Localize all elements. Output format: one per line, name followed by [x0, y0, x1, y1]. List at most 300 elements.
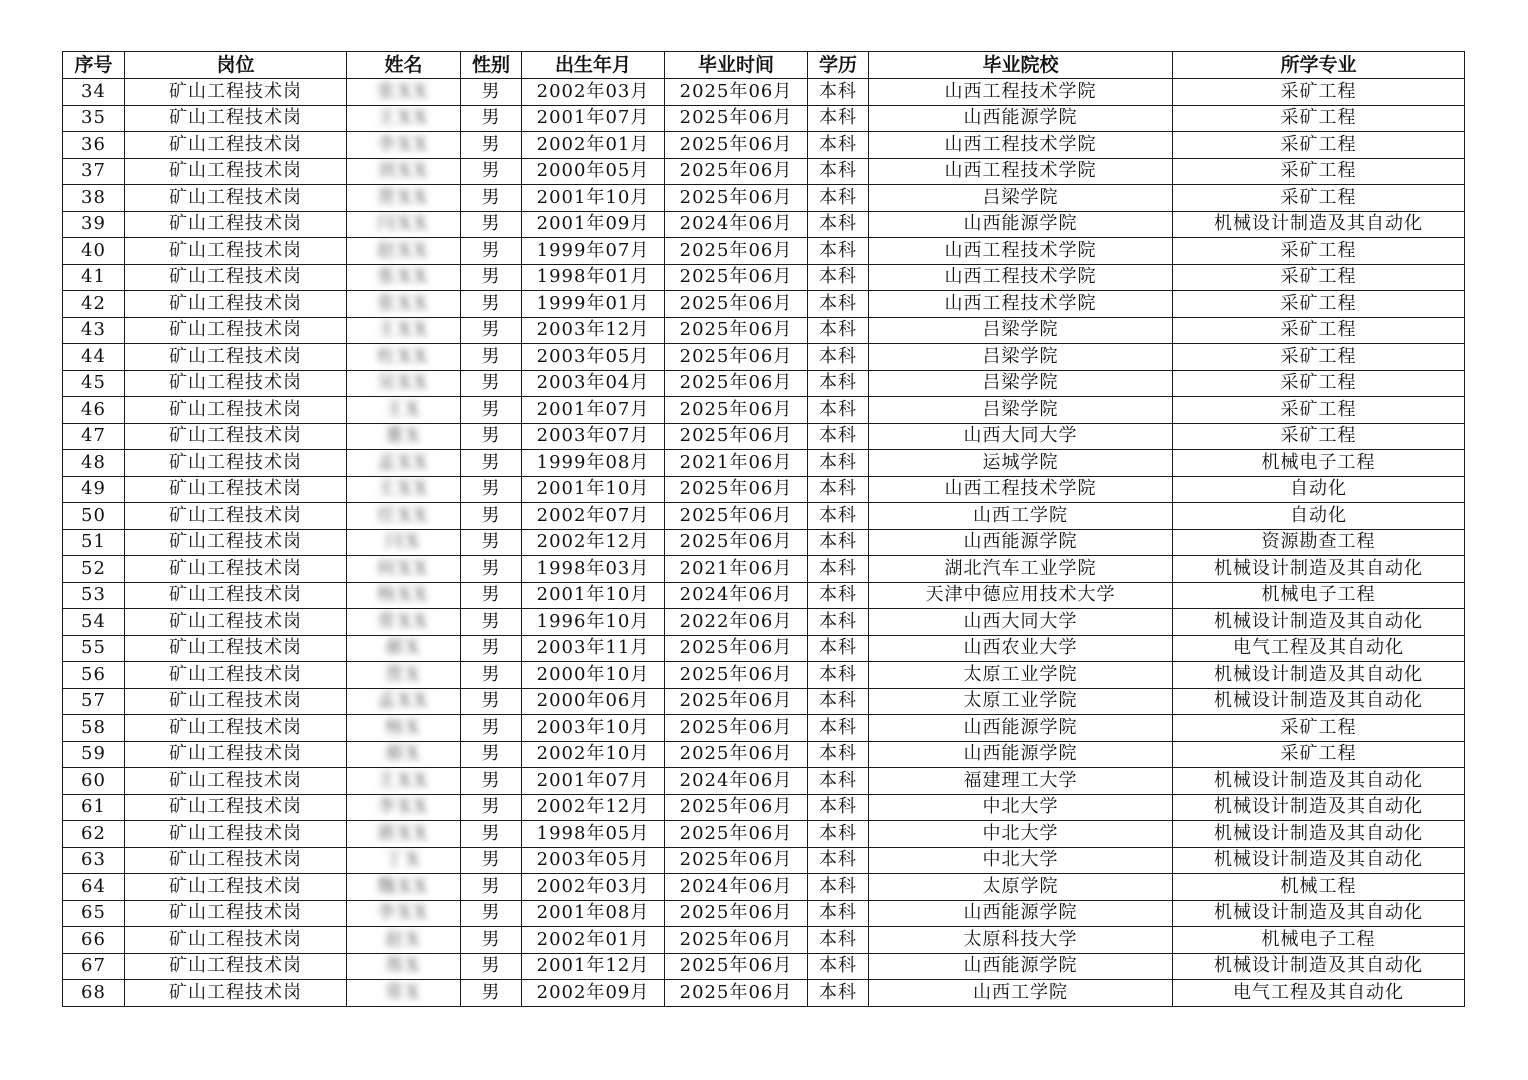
cell-name — [347, 768, 461, 795]
cell-major: 采矿工程 — [1173, 291, 1465, 318]
cell-graduation: 2025年06月 — [665, 688, 808, 715]
cell-school: 山西农业大学 — [869, 635, 1173, 662]
cell-graduation: 2025年06月 — [665, 317, 808, 344]
cell-birth: 2002年12月 — [522, 794, 665, 821]
cell-post: 矿山工程技术岗 — [125, 635, 347, 662]
table-row — [63, 635, 1465, 662]
cell-graduation: 2025年06月 — [665, 264, 808, 291]
table-row — [63, 874, 1465, 901]
cell-education: 本科 — [808, 688, 869, 715]
blurred-name: 郭XX — [377, 822, 430, 844]
cell-birth: 2003年04月 — [522, 370, 665, 397]
cell-graduation: 2025年06月 — [665, 741, 808, 768]
blurred-name: 杜XX — [377, 345, 430, 367]
cell-name — [347, 556, 461, 583]
cell-school: 中北大学 — [869, 794, 1173, 821]
cell-major: 电气工程及其自动化 — [1173, 635, 1465, 662]
cell-post: 矿山工程技术岗 — [125, 344, 347, 371]
cell-name — [347, 344, 461, 371]
cell-graduation: 2025年06月 — [665, 291, 808, 318]
cell-school: 吕梁学院 — [869, 185, 1173, 212]
table-row — [63, 211, 1465, 238]
cell-name — [347, 79, 461, 106]
cell-education: 本科 — [808, 715, 869, 742]
cell-major: 采矿工程 — [1173, 105, 1465, 132]
cell-education: 本科 — [808, 450, 869, 477]
cell-major: 机械设计制造及其自动化 — [1173, 847, 1465, 874]
table-row — [63, 715, 1465, 742]
cell-birth: 2001年08月 — [522, 900, 665, 927]
cell-graduation: 2025年06月 — [665, 79, 808, 106]
table-row — [63, 397, 1465, 424]
blurred-name: 何XX — [377, 557, 430, 579]
cell-name — [347, 450, 461, 477]
cell-no: 42 — [63, 291, 125, 318]
blurred-name: 闫XX — [377, 213, 430, 235]
blurred-name: 张XX — [377, 266, 430, 288]
cell-education: 本科 — [808, 768, 869, 795]
cell-education: 本科 — [808, 741, 869, 768]
cell-education: 本科 — [808, 927, 869, 954]
cell-name — [347, 211, 461, 238]
cell-post: 矿山工程技术岗 — [125, 529, 347, 556]
blurred-name: 张XX — [377, 292, 430, 314]
cell-major: 采矿工程 — [1173, 79, 1465, 106]
table-row — [63, 450, 1465, 477]
cell-post: 矿山工程技术岗 — [125, 503, 347, 530]
cell-gender: 男 — [461, 847, 522, 874]
cell-post: 矿山工程技术岗 — [125, 291, 347, 318]
cell-gender: 男 — [461, 370, 522, 397]
cell-education: 本科 — [808, 238, 869, 265]
cell-major: 机械设计制造及其自动化 — [1173, 953, 1465, 980]
cell-graduation: 2025年06月 — [665, 476, 808, 503]
cell-school: 山西工程技术学院 — [869, 132, 1173, 159]
cell-major: 机械设计制造及其自动化 — [1173, 609, 1465, 636]
cell-education: 本科 — [808, 132, 869, 159]
cell-birth: 2002年09月 — [522, 980, 665, 1007]
cell-post: 矿山工程技术岗 — [125, 556, 347, 583]
col-header-graduation: 毕业时间 — [665, 52, 808, 79]
cell-no: 52 — [63, 556, 125, 583]
cell-major: 采矿工程 — [1173, 423, 1465, 450]
cell-school: 吕梁学院 — [869, 317, 1173, 344]
cell-graduation: 2025年06月 — [665, 158, 808, 185]
table-row — [63, 105, 1465, 132]
blurred-name: 孟XX — [377, 451, 430, 473]
cell-post: 矿山工程技术岗 — [125, 715, 347, 742]
cell-gender: 男 — [461, 132, 522, 159]
cell-gender: 男 — [461, 476, 522, 503]
cell-graduation: 2022年06月 — [665, 609, 808, 636]
cell-name — [347, 105, 461, 132]
cell-post: 矿山工程技术岗 — [125, 211, 347, 238]
cell-gender: 男 — [461, 582, 522, 609]
cell-birth: 1998年03月 — [522, 556, 665, 583]
blurred-name: 杨X — [385, 716, 422, 738]
cell-birth: 2000年10月 — [522, 662, 665, 689]
table-row — [63, 238, 1465, 265]
cell-birth: 2000年06月 — [522, 688, 665, 715]
cell-school: 山西能源学院 — [869, 529, 1173, 556]
blurred-name: 郝X — [385, 637, 422, 659]
cell-school: 运城学院 — [869, 450, 1173, 477]
cell-gender: 男 — [461, 529, 522, 556]
cell-no: 56 — [63, 662, 125, 689]
cell-post: 矿山工程技术岗 — [125, 980, 347, 1007]
cell-post: 矿山工程技术岗 — [125, 370, 347, 397]
cell-name — [347, 980, 461, 1007]
cell-school: 山西工学院 — [869, 503, 1173, 530]
cell-post: 矿山工程技术岗 — [125, 821, 347, 848]
cell-school: 山西能源学院 — [869, 211, 1173, 238]
table-row — [63, 953, 1465, 980]
cell-post: 矿山工程技术岗 — [125, 397, 347, 424]
table-row — [63, 582, 1465, 609]
table-row — [63, 688, 1465, 715]
cell-school: 山西能源学院 — [869, 953, 1173, 980]
cell-major: 机械设计制造及其自动化 — [1173, 768, 1465, 795]
col-header-birth: 出生年月 — [522, 52, 665, 79]
cell-major: 采矿工程 — [1173, 317, 1465, 344]
cell-birth: 2002年03月 — [522, 874, 665, 901]
cell-no: 61 — [63, 794, 125, 821]
cell-school: 山西工程技术学院 — [869, 291, 1173, 318]
cell-gender: 男 — [461, 105, 522, 132]
cell-major: 机械电子工程 — [1173, 582, 1465, 609]
blurred-name: 常XX — [377, 610, 430, 632]
cell-gender: 男 — [461, 291, 522, 318]
cell-post: 矿山工程技术岗 — [125, 79, 347, 106]
cell-birth: 2001年07月 — [522, 397, 665, 424]
table-row — [63, 344, 1465, 371]
table-row — [63, 847, 1465, 874]
cell-major: 采矿工程 — [1173, 397, 1465, 424]
cell-graduation: 2025年06月 — [665, 370, 808, 397]
cell-graduation: 2025年06月 — [665, 662, 808, 689]
cell-gender: 男 — [461, 211, 522, 238]
cell-major: 采矿工程 — [1173, 132, 1465, 159]
cell-name — [347, 291, 461, 318]
cell-birth: 2003年05月 — [522, 847, 665, 874]
cell-post: 矿山工程技术岗 — [125, 264, 347, 291]
cell-post: 矿山工程技术岗 — [125, 185, 347, 212]
table-row — [63, 609, 1465, 636]
cell-school: 山西工程技术学院 — [869, 79, 1173, 106]
blurred-name: 孟XX — [377, 690, 430, 712]
cell-graduation: 2024年06月 — [665, 211, 808, 238]
cell-graduation: 2025年06月 — [665, 344, 808, 371]
cell-birth: 1999年07月 — [522, 238, 665, 265]
cell-post: 矿山工程技术岗 — [125, 132, 347, 159]
cell-school: 山西工程技术学院 — [869, 158, 1173, 185]
cell-gender: 男 — [461, 715, 522, 742]
cell-gender: 男 — [461, 264, 522, 291]
cell-school: 山西大同大学 — [869, 423, 1173, 450]
cell-no: 64 — [63, 874, 125, 901]
cell-birth: 1998年05月 — [522, 821, 665, 848]
cell-no: 54 — [63, 609, 125, 636]
cell-graduation: 2025年06月 — [665, 847, 808, 874]
cell-no: 50 — [63, 503, 125, 530]
cell-no: 62 — [63, 821, 125, 848]
cell-education: 本科 — [808, 185, 869, 212]
cell-school: 天津中德应用技术大学 — [869, 582, 1173, 609]
cell-major: 机械设计制造及其自动化 — [1173, 211, 1465, 238]
blurred-name: 任XX — [377, 504, 430, 526]
blurred-name: 王XX — [377, 769, 430, 791]
cell-no: 37 — [63, 158, 125, 185]
cell-major: 采矿工程 — [1173, 741, 1465, 768]
cell-post: 矿山工程技术岗 — [125, 874, 347, 901]
cell-education: 本科 — [808, 370, 869, 397]
cell-name — [347, 423, 461, 450]
cell-name — [347, 794, 461, 821]
cell-education: 本科 — [808, 794, 869, 821]
cell-gender: 男 — [461, 79, 522, 106]
blurred-name: 张XX — [377, 80, 430, 102]
blurred-name: 董X — [385, 425, 422, 447]
cell-school: 山西工程技术学院 — [869, 238, 1173, 265]
cell-birth: 2002年03月 — [522, 79, 665, 106]
cell-school: 太原学院 — [869, 874, 1173, 901]
blurred-name: 刘XX — [377, 160, 430, 182]
cell-education: 本科 — [808, 79, 869, 106]
cell-graduation: 2025年06月 — [665, 185, 808, 212]
blurred-name: 王XX — [377, 478, 430, 500]
cell-post: 矿山工程技术岗 — [125, 238, 347, 265]
cell-no: 34 — [63, 79, 125, 106]
cell-gender: 男 — [461, 423, 522, 450]
blurred-name: 王XX — [377, 107, 430, 129]
cell-education: 本科 — [808, 105, 869, 132]
cell-gender: 男 — [461, 317, 522, 344]
cell-gender: 男 — [461, 158, 522, 185]
cell-education: 本科 — [808, 582, 869, 609]
cell-gender: 男 — [461, 821, 522, 848]
cell-school: 山西工程技术学院 — [869, 264, 1173, 291]
header-row — [63, 52, 1465, 79]
blurred-name: 李XX — [377, 133, 430, 155]
col-header-education: 学历 — [808, 52, 869, 79]
cell-no: 40 — [63, 238, 125, 265]
cell-gender: 男 — [461, 688, 522, 715]
cell-major: 机械设计制造及其自动化 — [1173, 821, 1465, 848]
cell-name — [347, 635, 461, 662]
cell-name — [347, 370, 461, 397]
cell-name — [347, 821, 461, 848]
blurred-name: 闫X — [385, 531, 422, 553]
cell-gender: 男 — [461, 609, 522, 636]
cell-major: 电气工程及其自动化 — [1173, 980, 1465, 1007]
cell-name — [347, 264, 461, 291]
cell-graduation: 2025年06月 — [665, 238, 808, 265]
cell-major: 采矿工程 — [1173, 370, 1465, 397]
cell-major: 机械设计制造及其自动化 — [1173, 662, 1465, 689]
col-header-school: 毕业院校 — [869, 52, 1173, 79]
cell-education: 本科 — [808, 609, 869, 636]
cell-name — [347, 132, 461, 159]
cell-major: 采矿工程 — [1173, 185, 1465, 212]
cell-no: 49 — [63, 476, 125, 503]
cell-major: 资源勘查工程 — [1173, 529, 1465, 556]
cell-education: 本科 — [808, 635, 869, 662]
table-row — [63, 503, 1465, 530]
blurred-name: 王XX — [377, 319, 430, 341]
col-header-gender: 性别 — [461, 52, 522, 79]
cell-school: 山西能源学院 — [869, 715, 1173, 742]
cell-graduation: 2021年06月 — [665, 556, 808, 583]
table-row — [63, 79, 1465, 106]
cell-graduation: 2024年06月 — [665, 582, 808, 609]
cell-name — [347, 715, 461, 742]
cell-gender: 男 — [461, 768, 522, 795]
cell-graduation: 2025年06月 — [665, 927, 808, 954]
cell-school: 山西能源学院 — [869, 900, 1173, 927]
cell-birth: 2002年07月 — [522, 503, 665, 530]
cell-no: 46 — [63, 397, 125, 424]
cell-education: 本科 — [808, 423, 869, 450]
cell-no: 39 — [63, 211, 125, 238]
cell-name — [347, 476, 461, 503]
cell-major: 机械电子工程 — [1173, 927, 1465, 954]
cell-major: 机械工程 — [1173, 874, 1465, 901]
personnel-table — [62, 51, 1465, 1007]
cell-birth: 2002年12月 — [522, 529, 665, 556]
blurred-name: 李XX — [377, 796, 430, 818]
cell-education: 本科 — [808, 158, 869, 185]
cell-gender: 男 — [461, 741, 522, 768]
cell-name — [347, 609, 461, 636]
cell-post: 矿山工程技术岗 — [125, 450, 347, 477]
cell-no: 66 — [63, 927, 125, 954]
cell-graduation: 2025年06月 — [665, 503, 808, 530]
cell-no: 53 — [63, 582, 125, 609]
cell-gender: 男 — [461, 635, 522, 662]
cell-no: 58 — [63, 715, 125, 742]
cell-education: 本科 — [808, 344, 869, 371]
cell-birth: 1996年10月 — [522, 609, 665, 636]
cell-no: 68 — [63, 980, 125, 1007]
cell-name — [347, 662, 461, 689]
cell-education: 本科 — [808, 291, 869, 318]
cell-gender: 男 — [461, 185, 522, 212]
cell-graduation: 2025年06月 — [665, 397, 808, 424]
cell-major: 机械设计制造及其自动化 — [1173, 556, 1465, 583]
cell-school: 太原工业学院 — [869, 688, 1173, 715]
cell-post: 矿山工程技术岗 — [125, 582, 347, 609]
cell-no: 47 — [63, 423, 125, 450]
table-row — [63, 264, 1465, 291]
cell-no: 48 — [63, 450, 125, 477]
cell-post: 矿山工程技术岗 — [125, 158, 347, 185]
cell-post: 矿山工程技术岗 — [125, 662, 347, 689]
cell-birth: 2003年12月 — [522, 317, 665, 344]
cell-no: 60 — [63, 768, 125, 795]
cell-no: 51 — [63, 529, 125, 556]
cell-major: 机械设计制造及其自动化 — [1173, 688, 1465, 715]
table-row — [63, 158, 1465, 185]
cell-gender: 男 — [461, 900, 522, 927]
cell-birth: 2001年10月 — [522, 476, 665, 503]
cell-major: 自动化 — [1173, 503, 1465, 530]
cell-graduation: 2024年06月 — [665, 768, 808, 795]
cell-major: 机械设计制造及其自动化 — [1173, 794, 1465, 821]
cell-no: 38 — [63, 185, 125, 212]
cell-graduation: 2025年06月 — [665, 821, 808, 848]
cell-graduation: 2025年06月 — [665, 900, 808, 927]
cell-education: 本科 — [808, 874, 869, 901]
table-body — [63, 79, 1465, 1007]
cell-major: 采矿工程 — [1173, 715, 1465, 742]
cell-no: 57 — [63, 688, 125, 715]
cell-school: 吕梁学院 — [869, 344, 1173, 371]
cell-education: 本科 — [808, 476, 869, 503]
cell-birth: 1998年01月 — [522, 264, 665, 291]
cell-gender: 男 — [461, 927, 522, 954]
cell-name — [347, 741, 461, 768]
cell-no: 44 — [63, 344, 125, 371]
col-header-no: 序号 — [63, 52, 125, 79]
cell-birth: 2003年11月 — [522, 635, 665, 662]
cell-gender: 男 — [461, 397, 522, 424]
cell-name — [347, 874, 461, 901]
cell-graduation: 2025年06月 — [665, 132, 808, 159]
blurred-name: 郝X — [385, 743, 422, 765]
blurred-name: 吴XX — [377, 372, 430, 394]
cell-birth: 1999年01月 — [522, 291, 665, 318]
table-row — [63, 185, 1465, 212]
col-header-major: 所学专业 — [1173, 52, 1465, 79]
cell-birth: 2001年10月 — [522, 185, 665, 212]
cell-birth: 2001年12月 — [522, 953, 665, 980]
table-row — [63, 423, 1465, 450]
cell-gender: 男 — [461, 794, 522, 821]
cell-major: 机械电子工程 — [1173, 450, 1465, 477]
blurred-name: 郑X — [385, 955, 422, 977]
cell-post: 矿山工程技术岗 — [125, 847, 347, 874]
cell-post: 矿山工程技术岗 — [125, 609, 347, 636]
blurred-name: 丁X — [385, 849, 422, 871]
table-row — [63, 317, 1465, 344]
cell-graduation: 2025年06月 — [665, 105, 808, 132]
cell-birth: 2002年10月 — [522, 741, 665, 768]
cell-post: 矿山工程技术岗 — [125, 900, 347, 927]
cell-name — [347, 503, 461, 530]
cell-gender: 男 — [461, 238, 522, 265]
cell-education: 本科 — [808, 556, 869, 583]
cell-graduation: 2025年06月 — [665, 715, 808, 742]
cell-graduation: 2025年06月 — [665, 980, 808, 1007]
table-row — [63, 529, 1465, 556]
cell-gender: 男 — [461, 503, 522, 530]
cell-birth: 2000年05月 — [522, 158, 665, 185]
cell-birth: 2003年07月 — [522, 423, 665, 450]
cell-education: 本科 — [808, 211, 869, 238]
cell-post: 矿山工程技术岗 — [125, 794, 347, 821]
cell-name — [347, 847, 461, 874]
cell-graduation: 2025年06月 — [665, 529, 808, 556]
cell-education: 本科 — [808, 847, 869, 874]
table-row — [63, 741, 1465, 768]
cell-post: 矿山工程技术岗 — [125, 423, 347, 450]
cell-school: 山西工学院 — [869, 980, 1173, 1007]
cell-post: 矿山工程技术岗 — [125, 688, 347, 715]
blurred-name: 贾X — [385, 663, 422, 685]
blurred-name: 王X — [385, 398, 422, 420]
cell-birth: 1999年08月 — [522, 450, 665, 477]
cell-birth: 2001年07月 — [522, 105, 665, 132]
